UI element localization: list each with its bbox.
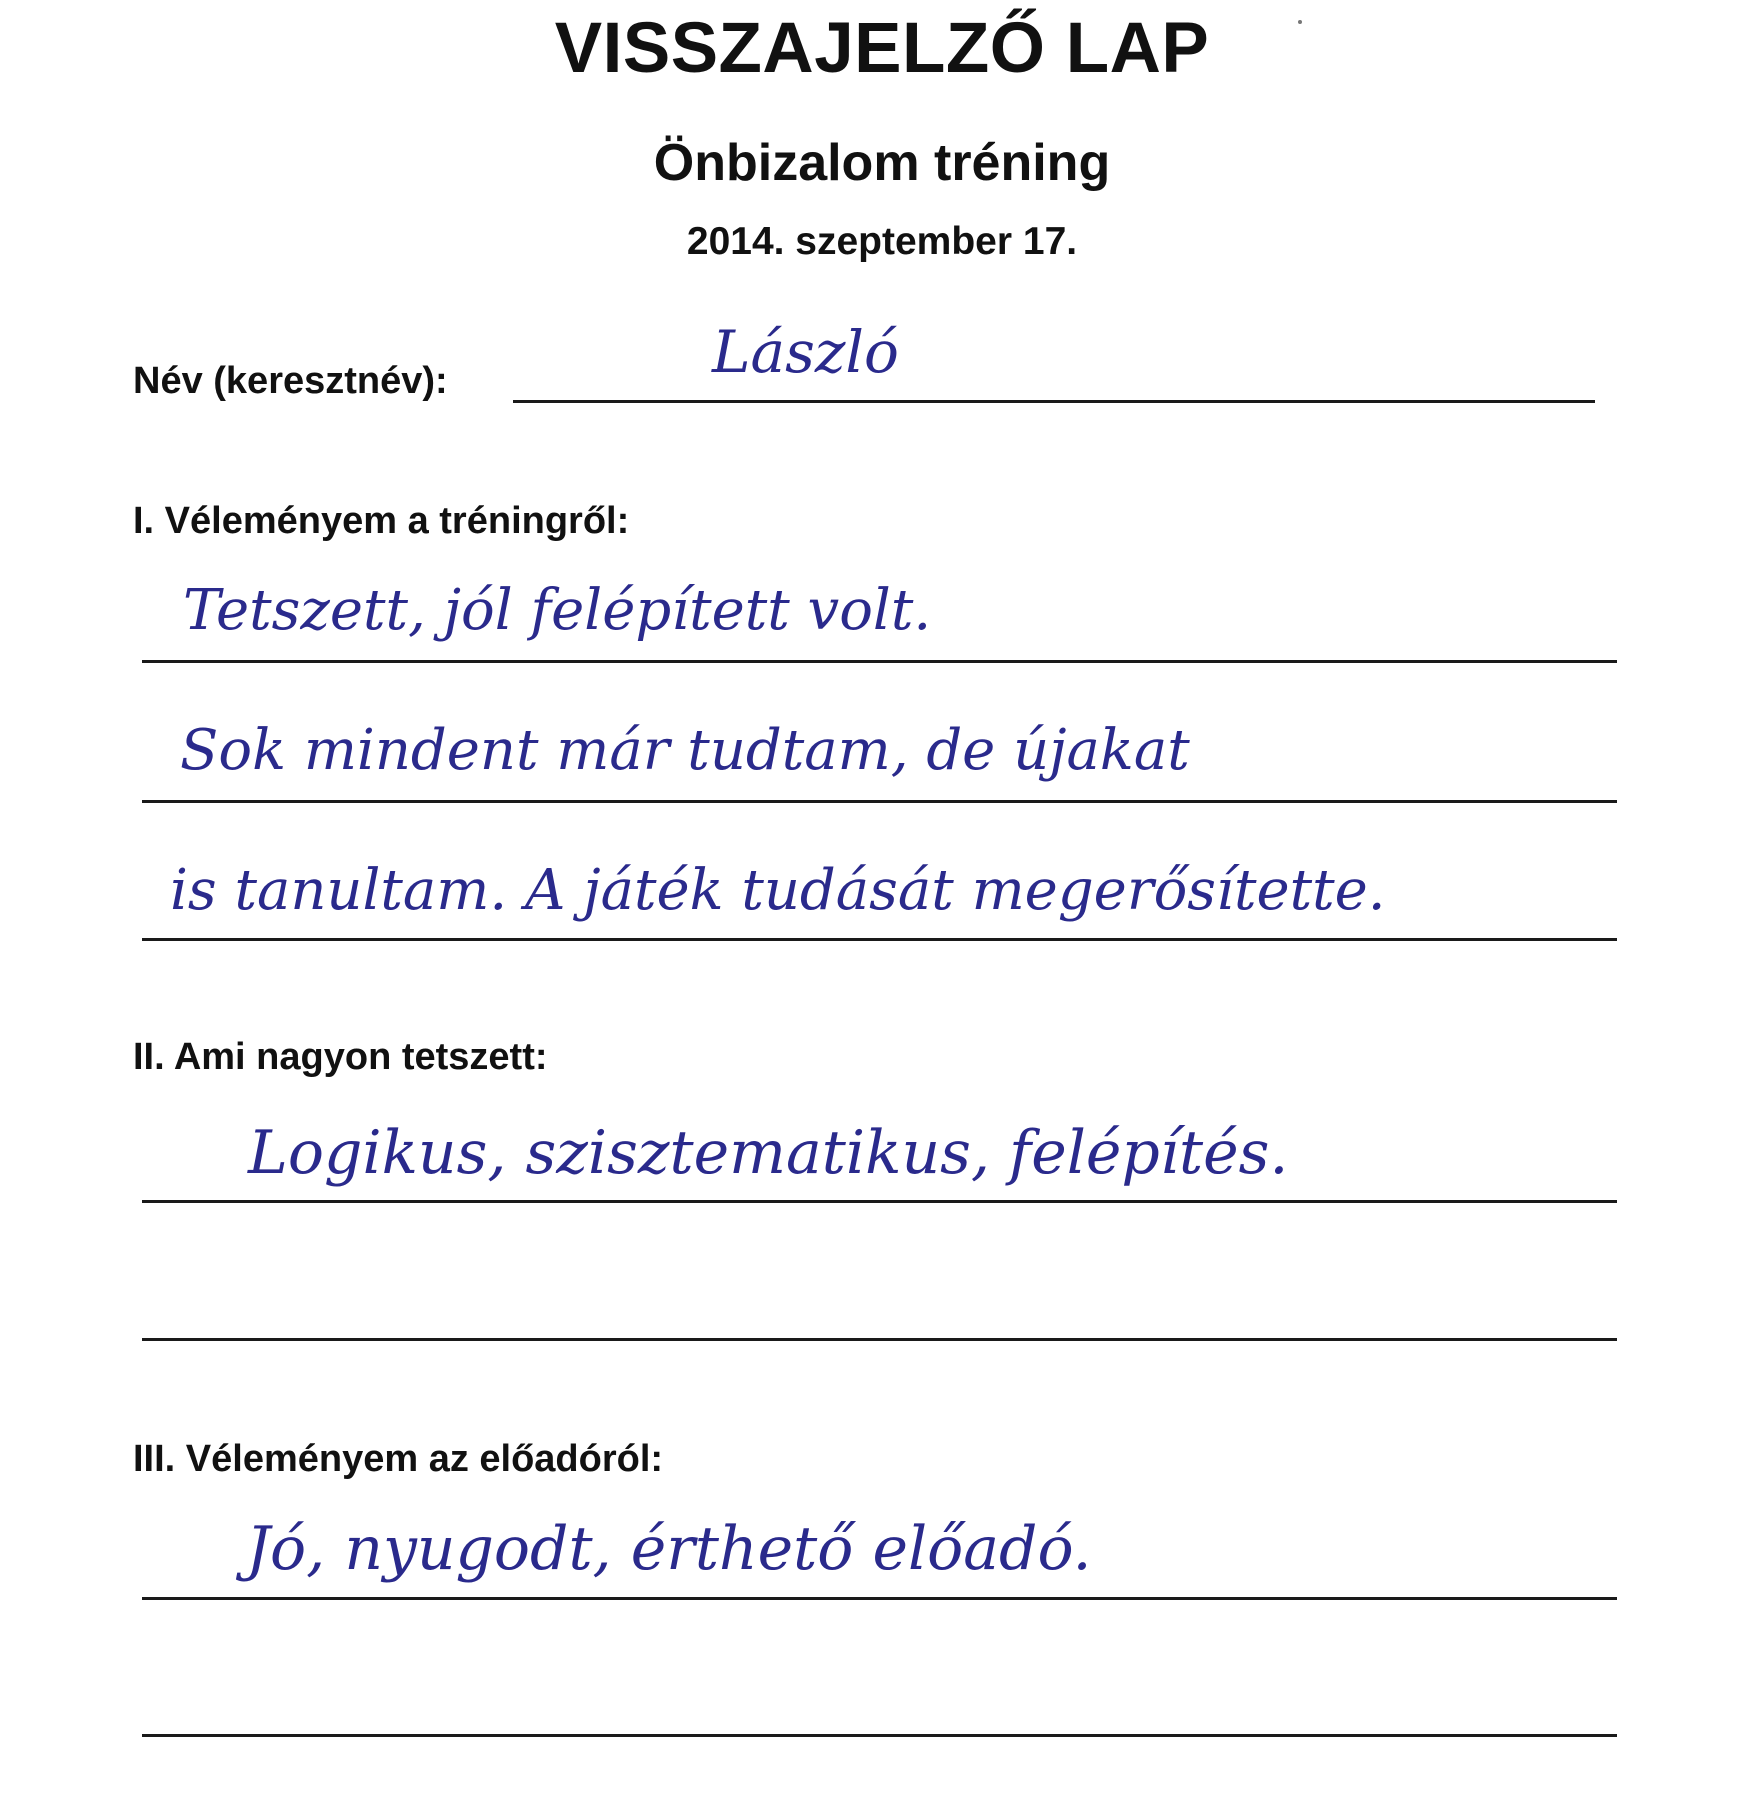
section-1-answer-line-3[interactable]: is tanultam. A játék tudását megerősítette.	[170, 858, 1386, 923]
section-2-heading: II. Ami nagyon tetszett:	[133, 1036, 548, 1078]
section-1-rule-1	[142, 660, 1617, 663]
name-label: Név (keresztnév):	[133, 360, 448, 402]
section-3-rule-1	[142, 1597, 1617, 1600]
form-date: 2014. szeptember 17.	[686, 220, 1078, 263]
section-2-rule-1	[142, 1200, 1617, 1203]
section-3-answer-line-1[interactable]: Jó, nyugodt, érthető előadó.	[246, 1514, 1092, 1584]
form-subtitle: Önbizalom tréning	[653, 134, 1111, 192]
section-1-rule-3	[142, 938, 1617, 941]
section-1-answer-line-1[interactable]: Tetszett, jól felépített volt.	[183, 578, 932, 643]
name-value[interactable]: László	[712, 318, 899, 386]
section-1-answer-line-2[interactable]: Sok mindent már tudtam, de újakat	[180, 718, 1190, 783]
section-3-heading: III. Véleményem az előadóról:	[133, 1438, 664, 1480]
section-2-rule-2	[142, 1338, 1617, 1341]
section-1-heading: I. Véleményem a tréningről:	[133, 500, 630, 542]
section-3-rule-2	[142, 1734, 1617, 1737]
scan-speck	[1298, 20, 1302, 24]
form-title: VISSZAJELZŐ LAP	[554, 9, 1210, 88]
section-2-answer-line-1[interactable]: Logikus, szisztematikus, felépítés.	[248, 1118, 1289, 1188]
name-line	[513, 400, 1595, 403]
section-1-rule-2	[142, 800, 1617, 803]
